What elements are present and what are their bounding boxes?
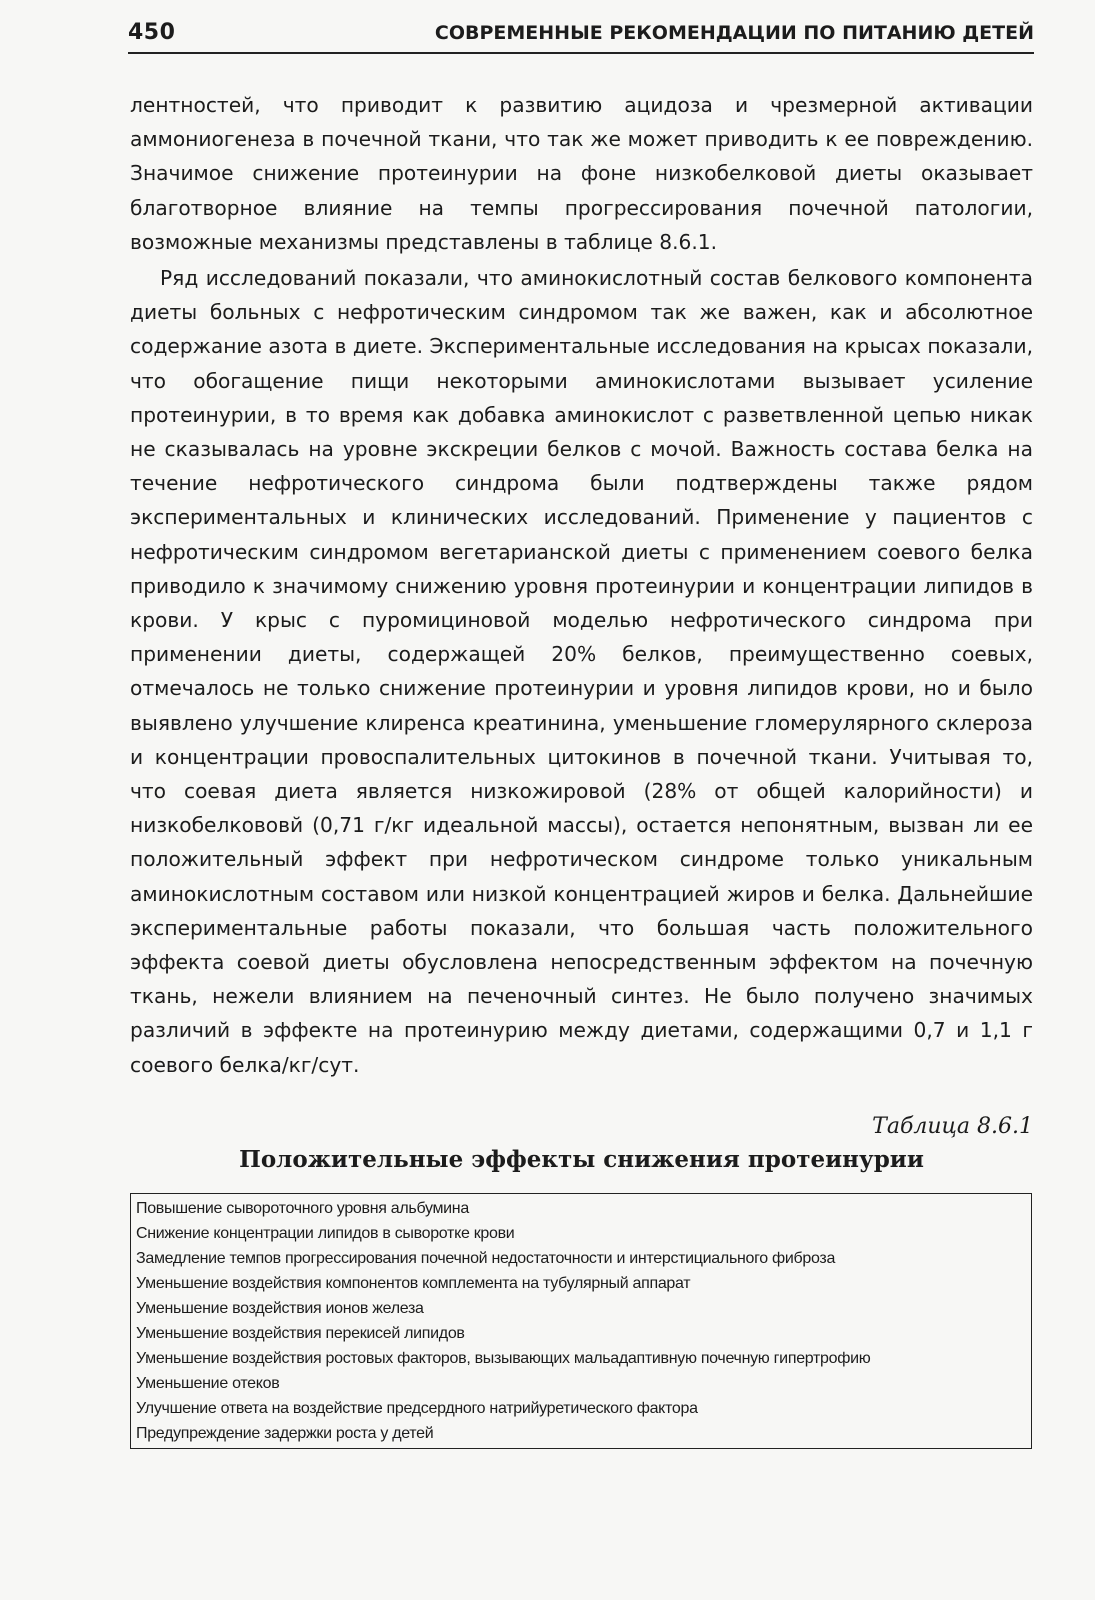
table-row: Уменьшение воздействия перекисей липидов xyxy=(136,1325,465,1342)
table-row: Снижение концентрации липидов в сыворотке крови xyxy=(136,1225,515,1242)
table-caption: Таблица 8.6.1 xyxy=(872,1114,1033,1139)
running-title: СОВРЕМЕННЫЕ РЕКОМЕНДАЦИИ ПО ПИТАНИЮ ДЕТЕЙ xyxy=(434,22,1034,44)
table-row: Предупреждение задержки роста у детей xyxy=(136,1425,434,1442)
paragraph: лентностей, что приводит к развитию ацидоза и чрезмерной активации аммониогенеза в почечной ткани, что так же может приводить к ее повреждению. Значимое снижение протеинурии на фоне низкобелковой диеты оказывает благотворное влияние на темпы прогрессирования почечной патологии, возможные механизмы представлены в таблице 8.6.1. xyxy=(130,93,1033,254)
table-title: Положительные эффекты снижения протеинурии xyxy=(239,1146,924,1173)
effects-table xyxy=(130,1193,1032,1449)
table-row: Уменьшение воздействия компонентов комплемента на тубулярный аппарат xyxy=(136,1275,691,1292)
table-row: Уменьшение воздействия ионов железа xyxy=(136,1300,424,1317)
body-text xyxy=(130,88,1033,1082)
paragraph: Ряд исследований показали, что аминокислотный состав белкового компонента диеты больных с нефротическим синдромом так же важен, как и абсолютное содержание азота в диете. Экспериментальные исследования на крысах показали, что обогащение пищи некоторыми аминокислотами вызывает усиление протеинурии, в то время как добавка аминокислот с разветвленной цепью никак не сказывалась на уровне экскреции белков с мочой. Важность состава белка на течение нефротического синдрома были подтверждены также рядом экспериментальных и клинических исследований. Применение у пациентов с нефротическим синдромом вегетарианской диеты с применением соевого белка приводило к значимому снижению уровня протеинурии и концентрации липидов в крови. У крыс с пуромициновой моделью нефротического синдрома при применении диеты, содержащей 20% белков, преимущественно соевых, отмечалось не только снижение протеинурии и уровня липидов крови, но и было выявлено улучшение клиренса креатинина, уменьшение гломерулярного склероза и концентрации провоспалительных цитокинов в почечной ткани. Учитывая то, что соевая диета является низкожировой (28% от общей калорийности) и низкобелкововй (0,71 г/кг идеальной массы), остается непонятным, вызван ли ее положительный эффект при нефротическом синдроме только уникальным аминокислотным составом или низкой концентрацией жиров и белка. Дальнейшие экспериментальные работы показали, что большая часть положительного эффекта соевой диеты обусловлена непосредственным эффектом на почечную ткань, нежели влиянием на печеночный синтез. Не было получено значимых различий в эффекте на протеинурию между диетами, содержащими 0,7 и 1,1 г соевого белка/кг/сут. xyxy=(130,266,1033,1077)
table-row: Уменьшение отеков xyxy=(136,1375,280,1392)
page-header xyxy=(128,18,1034,54)
page-number: 450 xyxy=(128,20,176,45)
table-row: Замедление темпов прогрессирования почечной недостаточности и интерстициального фиброза xyxy=(136,1250,836,1267)
table-row: Улучшение ответа на воздействие предсердного натрийуретического фактора xyxy=(136,1400,698,1417)
table-row: Повышение сывороточного уровня альбумина xyxy=(136,1200,469,1217)
table-row: Уменьшение воздействия ростовых факторов, вызывающих мальадаптивную почечную гипертрофию xyxy=(136,1350,871,1367)
